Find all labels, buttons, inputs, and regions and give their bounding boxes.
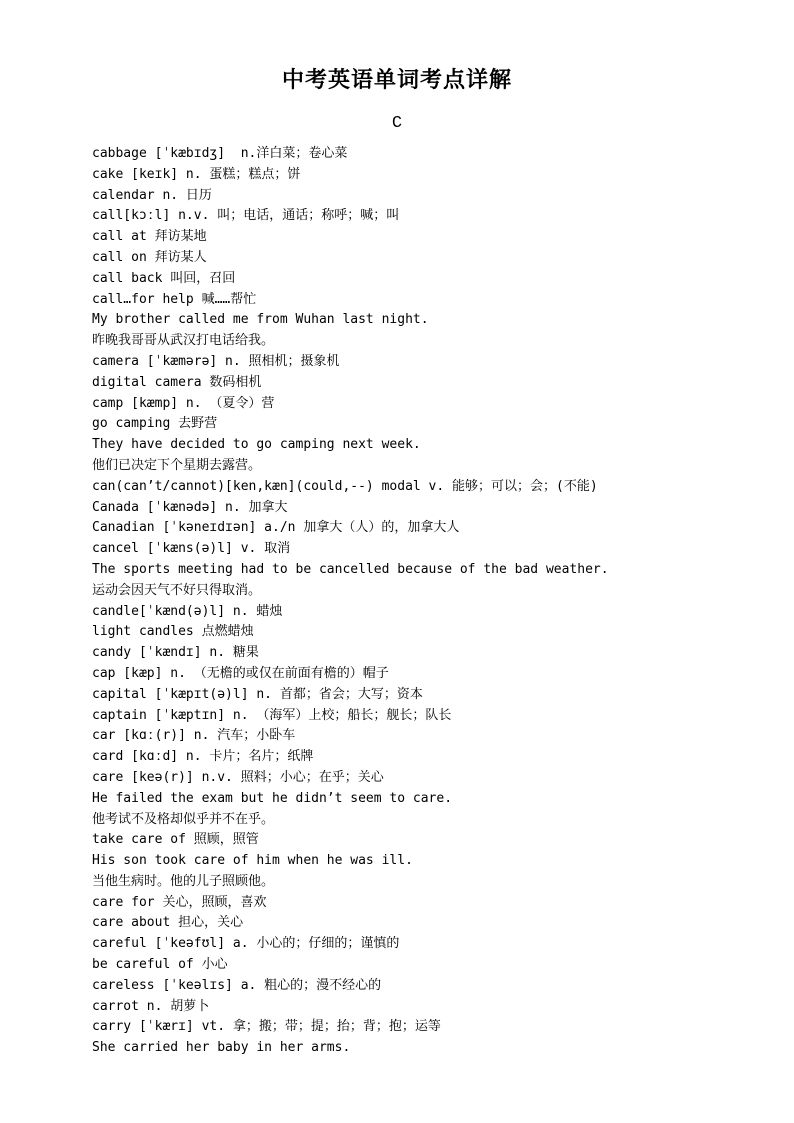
vocabulary-line: cancel [ˈkæns(ə)l] v. 取消 (92, 541, 291, 557)
vocabulary-line: He failed the exam but he didn’t seem to care. (92, 790, 453, 806)
vocabulary-line: careless [ˈkeəlɪs] a. 粗心的；漫不经心的 (92, 977, 382, 993)
vocabulary-line: take care of 照顾，照管 (92, 832, 259, 848)
vocabulary-line: camp [kæmp] n. （夏令）营 (92, 395, 275, 411)
vocabulary-line: cake [keɪk] n. 蛋糕；糕点；饼 (92, 166, 301, 182)
vocabulary-line: cap [kæp] n. （无檐的或仅在前面有檐的）帽子 (92, 665, 389, 681)
vocabulary-line: calendar n. 日历 (92, 187, 212, 203)
vocabulary-line: call at 拜访某地 (92, 229, 207, 245)
vocabulary-line: Canada [ˈkænədə] n. 加拿大 (92, 499, 288, 515)
vocabulary-line: capital [ˈkæpɪt(ə)l] n. 首都；省会；大写；资本 (92, 686, 423, 702)
vocabulary-line: 他考试不及格却似乎并不在乎。 (92, 811, 275, 827)
vocabulary-line: car [kɑː(r)] n. 汽车；小卧车 (92, 728, 296, 744)
vocabulary-line: call back 叫回，召回 (92, 270, 236, 286)
vocabulary-line: careful [ˈkeəfʊl] a. 小心的；仔细的；谨慎的 (92, 936, 400, 952)
vocabulary-line: care [keə(r)] n.v. 照料；小心；在乎；关心 (92, 769, 384, 785)
vocabulary-line: go camping 去野营 (92, 416, 218, 432)
vocabulary-line: care for 关心，照顾，喜欢 (92, 894, 267, 910)
vocabulary-line: They have decided to go camping next week. (92, 437, 421, 453)
vocabulary-line: The sports meeting had to be cancelled because of the bad weather. (92, 561, 609, 577)
vocabulary-line: 运动会因天气不好只得取消。 (92, 582, 262, 598)
section-letter-heading: C (391, 114, 403, 133)
vocabulary-line: call[kɔːl] n.v. 叫；电话，通话；称呼；喊；叫 (92, 208, 400, 224)
vocabulary-line: cabbage [ˈkæbɪdʒ] n.洋白菜；卷心菜 (92, 146, 348, 161)
vocabulary-line: She carried her baby in her arms. (92, 1040, 351, 1056)
vocabulary-line: call…for help 喊……帮忙 (92, 291, 257, 307)
vocabulary-line: digital camera 数码相机 (92, 374, 262, 390)
vocabulary-line: card [kɑːd] n. 卡片；名片；纸牌 (92, 749, 314, 765)
vocabulary-line: carry [ˈkærɪ] vt. 拿；搬；带；提；抬；背；抱；运等 (92, 1019, 441, 1035)
vocabulary-line: call on 拜访某人 (92, 249, 207, 265)
vocabulary-line: light candles 点燃蜡烛 (92, 624, 254, 640)
vocabulary-line: captain [ˈkæptɪn] n. （海军）上校；船长；舰长；队长 (92, 707, 452, 723)
vocabulary-line: 他们已决定下个星期去露营。 (92, 457, 262, 473)
vocabulary-list (92, 144, 772, 1059)
page-title: 中考英语单词考点详解 (281, 68, 512, 93)
vocabulary-line: Canadian [ˈkəneɪdɪən] a./n 加拿大（人）的，加拿大人 (92, 520, 460, 536)
vocabulary-line: candy [ˈkændɪ] n. 糖果 (92, 645, 259, 661)
vocabulary-line: 昨晚我哥哥从武汉打电话给我。 (92, 333, 275, 349)
vocabulary-line: candle[ˈkænd(ə)l] n. 蜡烛 (92, 603, 283, 619)
vocabulary-line: care about 担心，关心 (92, 915, 244, 931)
vocabulary-line: His son took care of him when he was ill. (92, 853, 413, 869)
vocabulary-line: 当他生病时。他的儿子照顾他。 (92, 873, 275, 889)
vocabulary-line: be careful of 小心 (92, 957, 228, 973)
vocabulary-line: My brother called me from Wuhan last night. (92, 312, 429, 328)
vocabulary-line: carrot n. 胡萝卜 (92, 998, 210, 1014)
vocabulary-line: can(can’t/cannot)[ken,kæn](could,--) modal v. 能够；可以；会；(不能) (92, 478, 598, 494)
vocabulary-line: camera [ˈkæmərə] n. 照相机；摄象机 (92, 353, 340, 369)
